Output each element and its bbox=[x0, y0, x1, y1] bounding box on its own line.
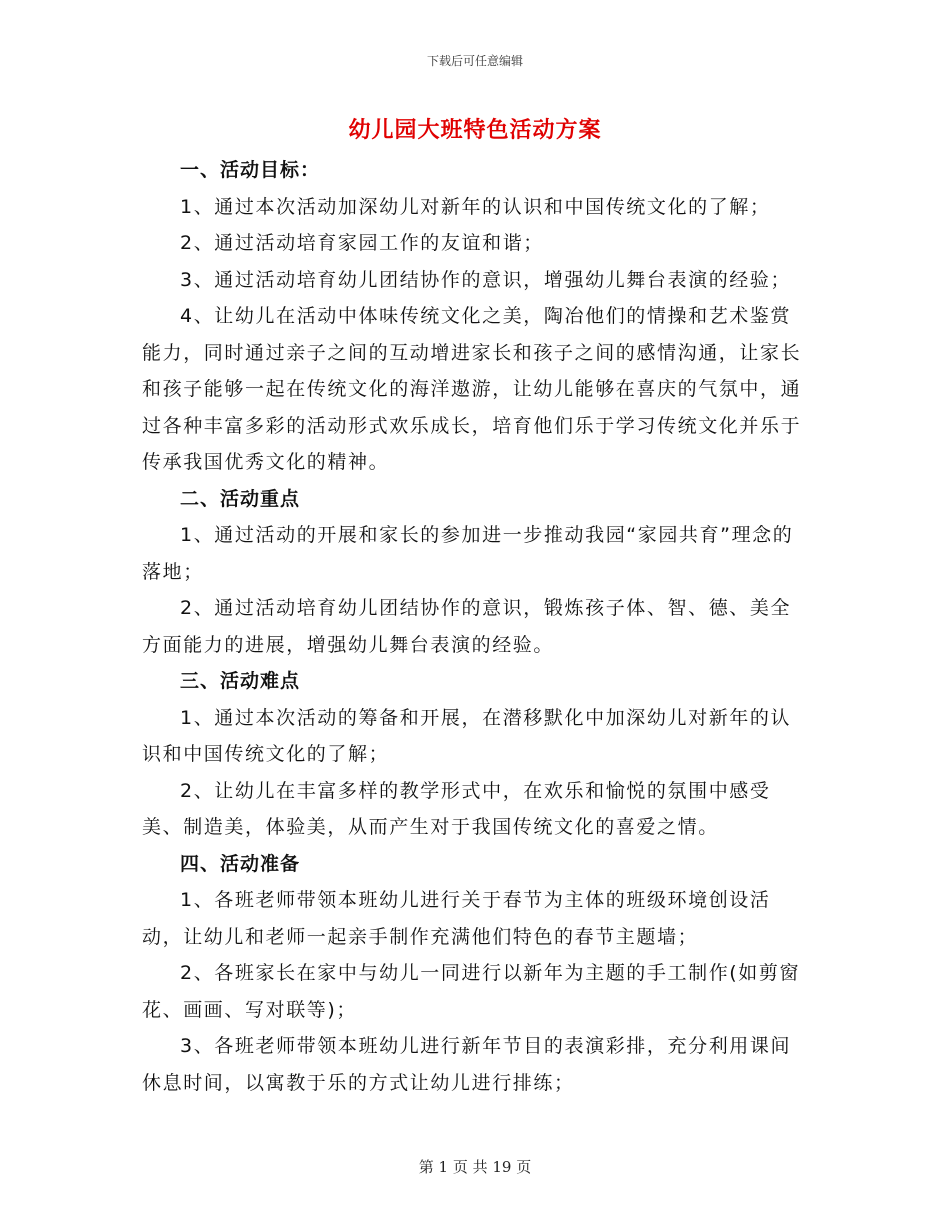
section-heading-difficulties: 三、活动难点 bbox=[180, 670, 301, 692]
section-heading-focus: 二、活动重点 bbox=[180, 487, 301, 510]
page-header-note: 下载后可任意编辑 bbox=[426, 54, 523, 68]
paragraph: 1、通过本次活动的筹备和开展，在潜移默化中加深幼儿对新年的认识和中国传统文化的了解； bbox=[142, 706, 792, 765]
paragraph: 1、各班老师带领本班幼儿进行关于春节为主体的班级环境创设活动，让幼儿和老师一起亲手制作充满他们特色的春节主题墙； bbox=[142, 889, 771, 948]
paragraph: 3、通过活动培育幼儿团结协作的意识，增强幼儿舞台表演的经验； bbox=[180, 268, 792, 291]
paragraph: 2、各班家长在家中与幼儿一同进行以新年为主题的手工制作(如剪窗花、画画、写对联等)； bbox=[142, 962, 801, 1021]
section-heading-goals: 一、活动目标： bbox=[180, 159, 321, 181]
page-number: 第 1 页 共 19 页 bbox=[418, 1158, 532, 1176]
paragraph: 1、通过活动的开展和家长的参加进一步推动我园“家园共育”理念的落地； bbox=[142, 524, 794, 583]
paragraph: 2、通过活动培育幼儿团结协作的意识，锻炼孩子体、智、德、美全方面能力的进展，增强幼儿舞台表演的经验。 bbox=[142, 597, 792, 656]
paragraph: 2、让幼儿在丰富多样的教学形式中，在欢乐和愉悦的氛围中感受美、制造美，体验美，从而产生对于我国传统文化的喜爱之情。 bbox=[142, 779, 771, 838]
paragraph: 1、通过本次活动加深幼儿对新年的认识和中国传统文化的了解； bbox=[180, 195, 771, 218]
paragraph: 4、让幼儿在活动中体味传统文化之美，陶冶他们的情操和艺术鉴赏能力，同时通过亲子之间的互动增进家长和孩子之间的感情沟通，让家长和孩子能够一起在传统文化的海洋遨游，让幼儿能够在喜庆的气氛中，通过各种丰富多彩的活动形式欢乐成长，培育他们乐于学习传统文化并乐于传承我国优秀文化的精神。 bbox=[142, 305, 802, 473]
document-body bbox=[142, 152, 810, 1101]
document-title: 幼儿园大班特色活动方案 bbox=[348, 118, 602, 143]
paragraph: 3、各班老师带领本班幼儿进行新年节目的表演彩排，充分利用课间休息时间，以寓教于乐的方式让幼儿进行排练； bbox=[142, 1035, 792, 1094]
section-heading-preparation: 四、活动准备 bbox=[180, 852, 301, 875]
paragraph: 2、通过活动培育家园工作的友谊和谐； bbox=[180, 232, 544, 254]
